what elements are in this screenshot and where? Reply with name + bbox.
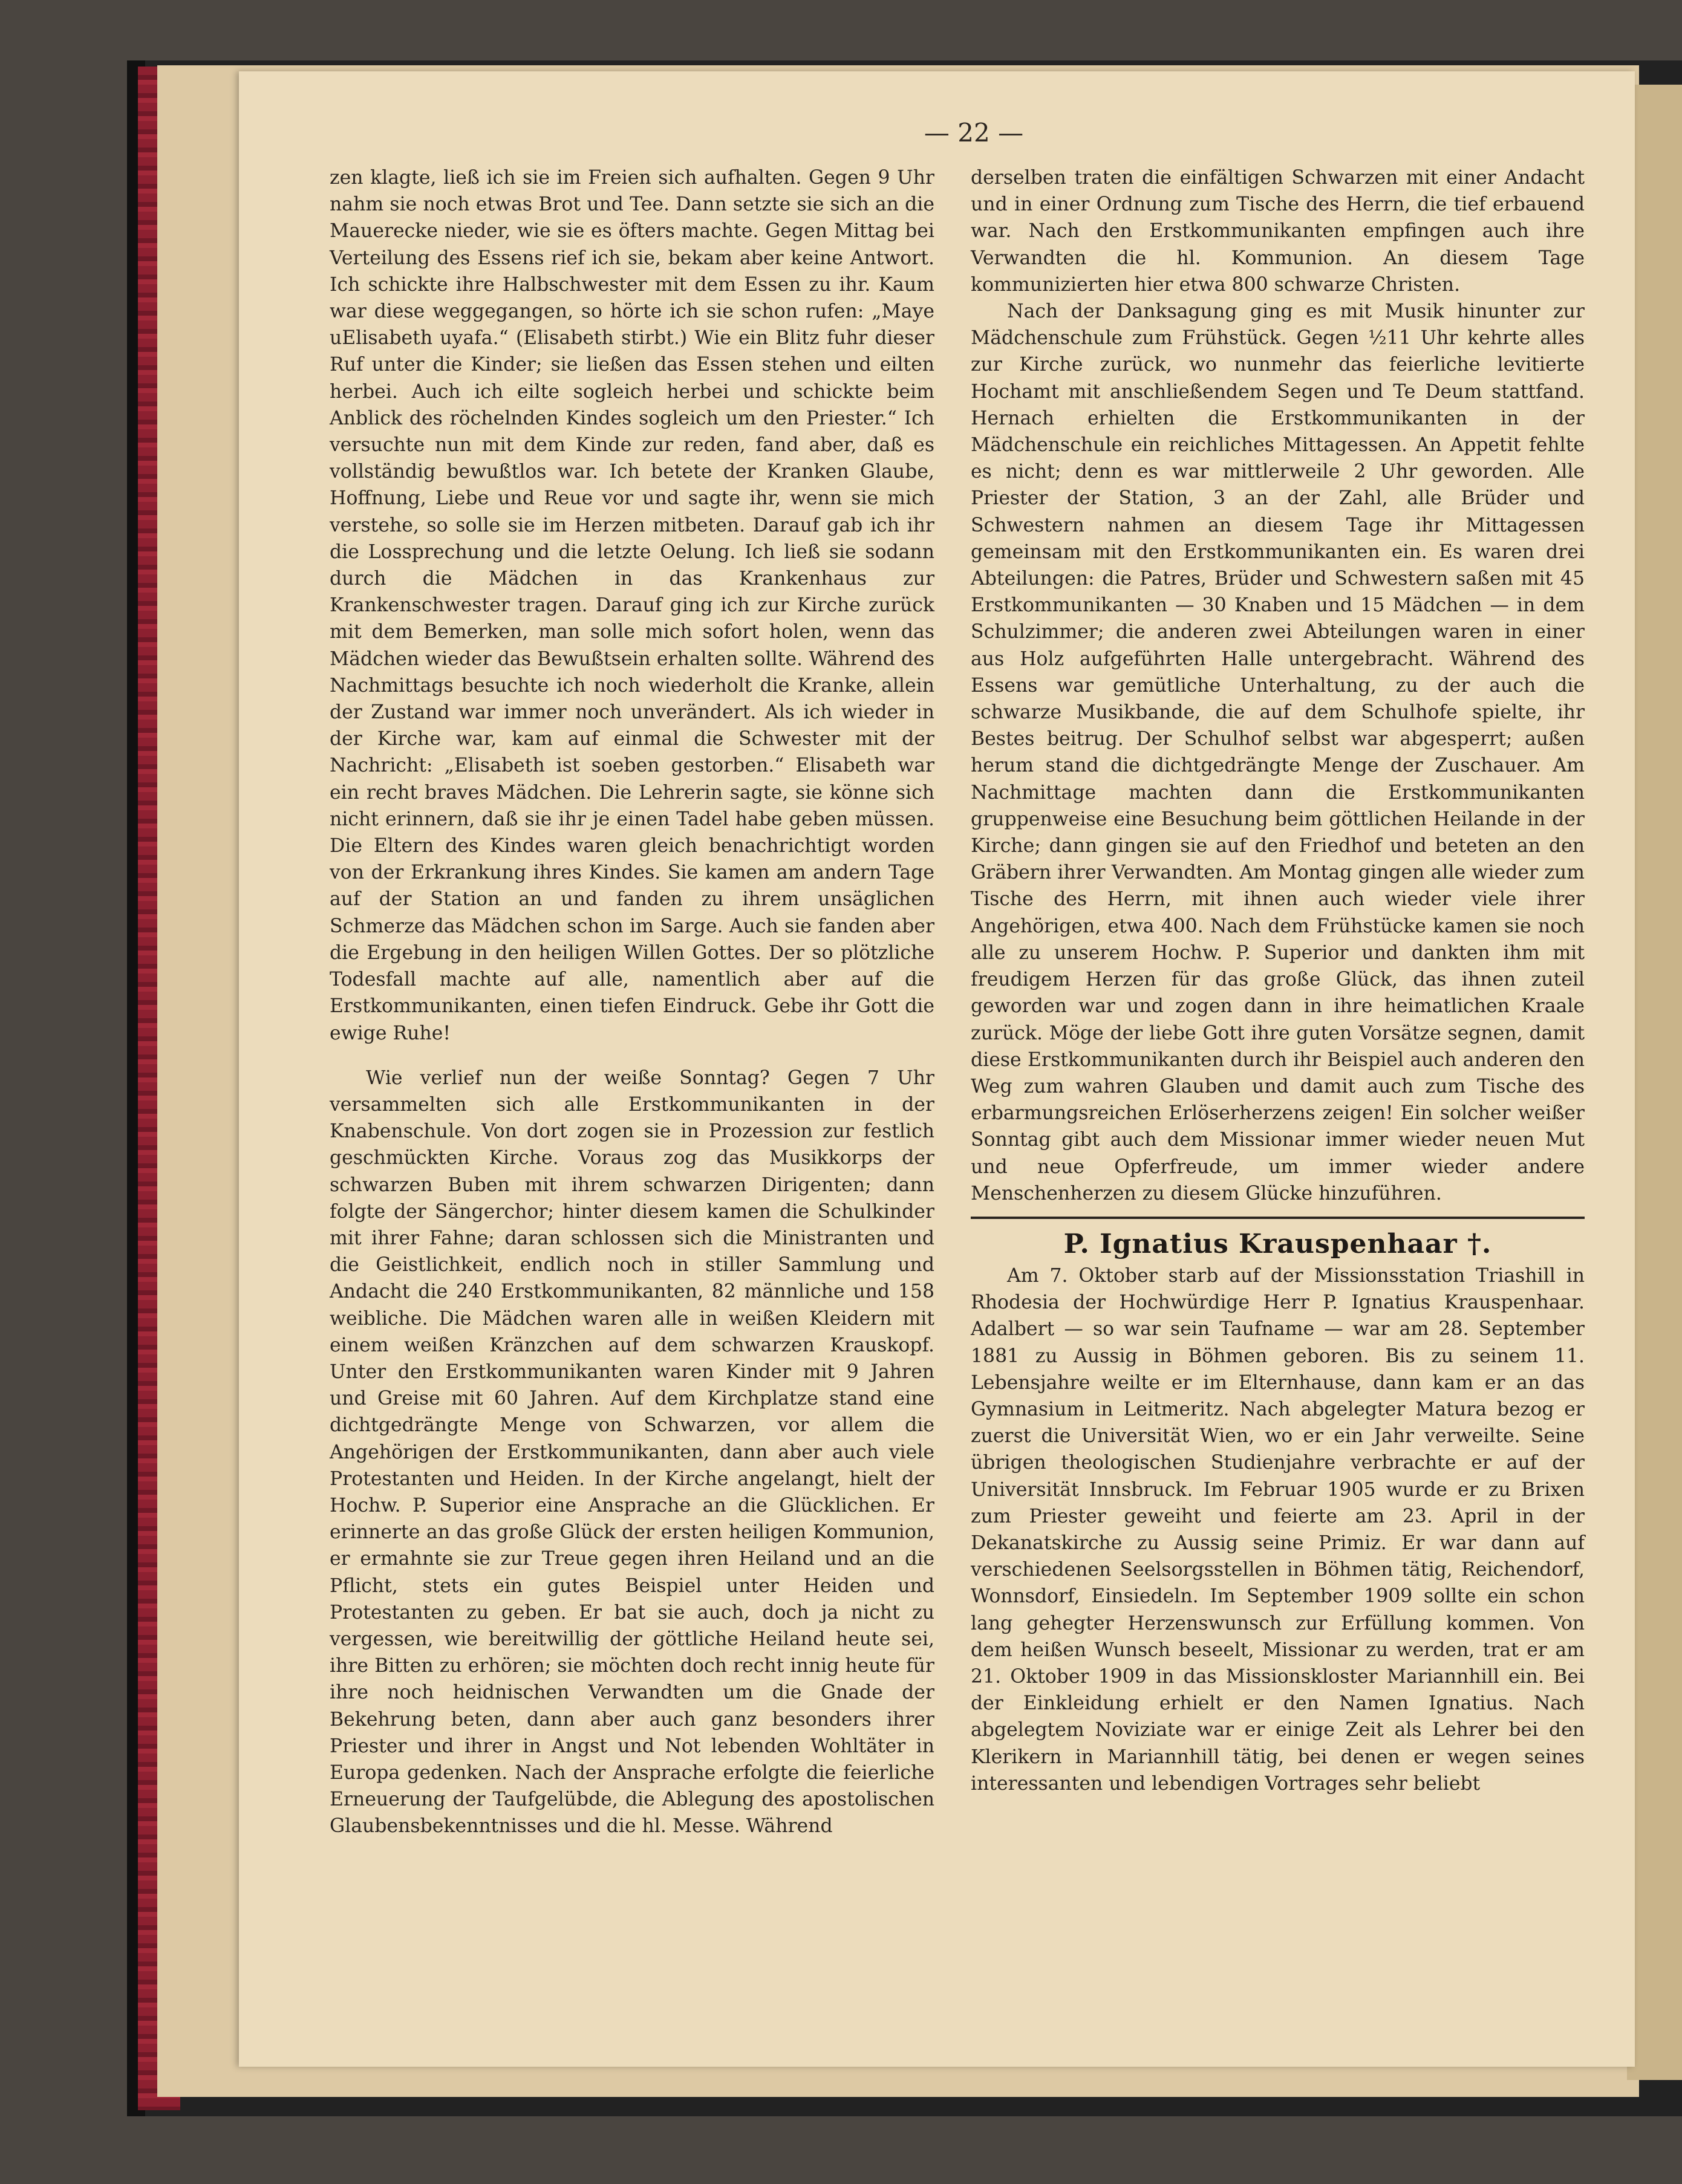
right-paragraph-1: derselben traten die einfältigen Schwarzen mit einer Andacht und in einer Ordnung zum Tische des Herrn, die tief erbauend war. Nach den Erstkommunikanten empfingen auch ihre Verwandten die hl. Kommunion. An diesem Tage kommunizierten hier etwa 800 schwarze Christen. bbox=[971, 167, 1585, 296]
obituary-text: Am 7. Oktober starb auf der Missionsstation Triashill in Rhodesia der Hochwürdige Herr P. Ignatius Krauspenhaar. Adalbert — so war sein Taufname — war am 28. September 1881 zu Aussig in Böhmen geboren. Bis zu seinem 11. Lebensjahre weilte er im Elternhause, dann kam er an das Gymnasium in Leitmeritz. Nach abgelegter Matura bezog er zuerst die Universität Wien, wo er ein Jahr verweilte. Seine übrigen theologischen Studienjahre verbrachte er auf der Universität Innsbruck. Im Februar 1905 wurde er zu Brixen zum Priester geweiht und feierte am 23. April in der Dekanatskirche zu Aussig seine Primiz. Er war dann auf verschiedenen Seelsorgsstellen in Böhmen tätig, Reichendorf, Wonnsdorf, Einsiedeln. Im September 1909 sollte ein schon lang gehegter Herzenswunsch zur Erfüllung kommen. Von dem heißen Wunsch beseelt, Missionar zu werden, trat er am 21. Oktober 1909 in das Missionskloster Mariannhill ein. Bei der Einkleidung erhielt er den Namen Ignatius. Nach abgelegtem Noviziate war er einige Zeit als Lehrer bei den Klerikern in Mariannhill tätig, bei denen er wegen seines interessanten und lebendigen Vortrages sehr beliebt bbox=[971, 1264, 1585, 1795]
right-paragraph-2: Nach der Danksagung ging es mit Musik hinunter zur Mädchenschule zum Frühstück. Gegen ½11 Uhr kehrte alles zur Kirche zurück, wo nunmehr das feierliche levitierte Hochamt mit anschließendem Segen und Te Deum stattfand. Hernach erhielten die Erstkommunikanten in der Mädchenschule ein reichliches Mittagessen. An Appetit fehlte es nicht; denn es war mittlerweile 2 Uhr geworden. Alle Priester der Station, 3 an der Zahl, alle Brüder und Schwestern nahmen an diesem Tage ihr Mittagessen gemeinsam mit den Erstkommunikanten ein. Es waren drei Abteilungen: die Patres, Brüder und Schwestern saßen mit 45 Erstkommunikanten — 30 Knaben und 15 Mädchen — in dem Schulzimmer; die anderen zwei Abteilungen waren in einer aus Holz aufgeführten Halle untergebracht. Während des Essens war gemütliche Unterhaltung, zu der auch die schwarze Musikbande, die auf dem Schulhofe spielte, ihr Bestes beitrug. Der Schulhof selbst war abgesperrt; außen herum stand die dichtgedrängte Menge der Zuschauer. Am Nachmittage machten dann die Erstkommunikanten gruppenweise eine Besuchung beim göttlichen Heilande in der Kirche; dann gingen sie auf den Friedhof und beteten an den Gräbern ihrer Verwandten. Am Montag gingen alle wieder zum Tische des Herrn, mit ihnen auch wieder viele ihrer Angehörigen, etwa 400. Nach dem Frühstücke kamen sie noch alle zu unserem Hochw. P. Superior und dankten ihm mit freudigem Herzen für das große Glück, das ihnen zuteil geworden war und zogen dann in ihre heimatlichen Kraale zurück. Möge der liebe Gott ihre guten Vorsätze segnen, damit diese Erstkommunikanten durch ihr Beispiel auch anderen den Weg zum wahren Glauben und damit auch zum Tische des erbarmungsreichen Erlöserherzens zeigen! Ein solcher weißer Sonntag gibt auch dem Missionar immer wieder neuen Mut und neue Opferfreude, um immer wieder andere Menschenherzen zu diesem Glücke hinzuführen. bbox=[971, 301, 1585, 1204]
left-paragraph-2: Wie verlief nun der weiße Sonntag? Gegen 7 Uhr versammelten sich alle Erstkommunikanten in der Knabenschule. Von dort zogen sie in Prozession zur festlich geschmückten Kirche. Voraus zog das Musikkorps der schwarzen Buben mit ihrem schwarzen Dirigenten; dann folgte der Sängerchor; hinter diesem kamen die Schulkinder mit ihrer Fahne; daran schlossen sich die Ministranten und die Geistlichkeit, endlich noch in stiller Sammlung und Andacht die 240 Erstkommunikanten, 82 männliche und 158 weibliche. Die Mädchen waren alle in weißen Kleidern mit einem weißen Kränzchen auf dem schwarzen Krauskopf. Unter den Erstkommunikanten waren Kinder mit 9 Jahren und Greise mit 60 Jahren. Auf dem Kirchplatze stand eine dichtgedrängte Menge von Schwarzen, vor allem die Angehörigen der Erstkommunikanten, dann aber auch viele Protestanten und Heiden. In der Kirche angelangt, hielt der Hochw. P. Superior eine Ansprache an die Glücklichen. Er erinnerte an das große Glück der ersten heiligen Kommunion, er ermahnte sie zur Treue gegen ihren Heiland und an die Pflicht, stets ein gutes Beispiel unter Heiden und Protestanten zu geben. Er bat sie auch, doch ja nicht zu vergessen, wie bereitwillig der göttliche Heiland heute sei, ihre Bitten zu erhören; sie möchten doch recht innig heute für ihre noch heidnischen Verwandten um die Gnade der Bekehrung beten, dann aber auch ganz besonders ihrer Priester und ihrer in Angst und Not lebenden Wohltäter in Europa gedenken. Nach der Ansprache erfolgte die feierliche Erneuerung der Taufgelübde, die Ablegung des apostolischen Glaubensbekenntnisses und die hl. Messe. Während bbox=[330, 1067, 934, 1838]
section-divider bbox=[971, 1217, 1585, 1219]
page-number: — 22 — bbox=[924, 118, 1024, 148]
obituary-heading: P. Ignatius Krauspenhaar †. bbox=[1063, 1228, 1492, 1259]
left-column bbox=[330, 164, 934, 1972]
left-paragraph-1: zen klagte, ließ ich sie im Freien sich aufhalten. Gegen 9 Uhr nahm sie noch etwas Brot und Tee. Dann setzte sie sich an die Mauerecke nieder, wie sie es öfters machte. Gegen Mittag bei Verteilung des Essens rief ich sie, bekam aber keine Antwort. Ich schickte ihre Halbschwester mit dem Essen zu ihr. Kaum war diese weggegangen, so hörte ich sie schon rufen: „Maye uElisabeth uyafa.“ (Elisabeth stirbt.) Wie ein Blitz fuhr dieser Ruf unter die Kinder; sie ließen das Essen stehen und eilten herbei. Auch ich eilte sogleich herbei und schickte beim Anblick des röchelnden Kindes sogleich um den Priester.“ Ich versuchte nun mit dem Kinde zur reden, fand aber, daß es vollständig bewußtlos war. Ich betete der Kranken Glaube, Hoffnung, Liebe und Reue vor und sagte ihr, wenn sie mich verstehe, so solle sie im Herzen mitbeten. Darauf gab ich ihr die Lossprechung und die letzte Oelung. Ich ließ sie sodann durch die Mädchen in das Krankenhaus zur Krankenschwester tragen. Darauf ging ich zur Kirche zurück mit dem Bemerken, man solle mich sofort holen, wenn das Mädchen wieder das Bewußtsein erhalten sollte. Während des Nachmittags besuchte ich noch wiederholt die Kranke, allein der Zustand war immer noch unverändert. Als ich wieder in der Kirche war, kam auf einmal die Schwester mit der Nachricht: „Elisabeth ist soeben gestorben.“ Elisabeth war ein recht braves Mädchen. Die Lehrerin sagte, sie könne sich nicht erinnern, daß sie ihr je einen Tadel habe geben müssen. Die Eltern des Kindes waren gleich benachrichtigt worden von der Erkrankung ihres Kindes. Sie kamen am andern Tage auf der Station an und fanden zu ihrem unsäglichen Schmerze das Mädchen schon im Sarge. Auch sie fanden aber die Ergebung in den heiligen Willen Gottes. Der so plötzliche Todesfall machte auf alle, namentlich aber auf die Erstkommunikanten, einen tiefen Eindruck. Gebe ihr Gott die ewige Ruhe! bbox=[330, 167, 934, 1044]
right-column bbox=[971, 164, 1585, 1966]
facing-page-edge bbox=[1627, 85, 1682, 2080]
